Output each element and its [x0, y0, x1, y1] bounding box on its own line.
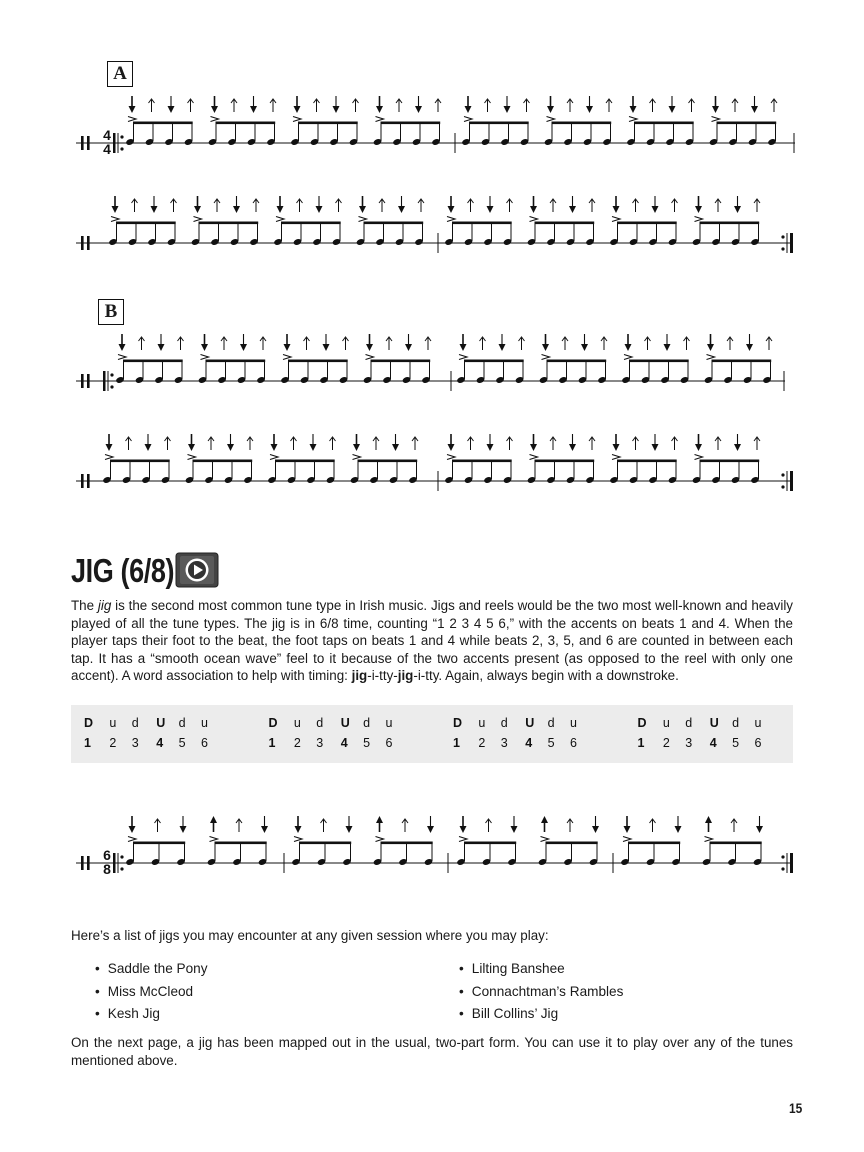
- count-label: 2: [293, 736, 301, 750]
- accent-mark: [712, 117, 720, 122]
- count-label: 3: [316, 736, 324, 750]
- down-arrow-icon: [188, 444, 195, 451]
- beam: [206, 360, 266, 363]
- repeat-dot: [781, 247, 784, 250]
- beam: [133, 842, 185, 845]
- accent-mark: [210, 837, 218, 842]
- list-intro: Here’s a list of jigs you may encounter at any given session where you may play:: [71, 928, 549, 943]
- beam: [199, 222, 259, 225]
- stroke-label: u: [662, 716, 670, 730]
- down-arrow-icon: [652, 206, 659, 213]
- strum-pattern-table: [71, 705, 793, 763]
- down-arrow-icon: [129, 826, 136, 833]
- down-arrow-icon: [294, 106, 301, 113]
- down-arrow-icon: [227, 444, 234, 451]
- down-arrow-icon: [613, 206, 620, 213]
- down-arrow-icon: [547, 106, 554, 113]
- down-arrow-icon: [712, 106, 719, 113]
- jig-description: The jig is the second most common tune type in Irish music. Jigs and reels would be the two most well-known and heavily played of all the tune types. The jig is in 6/8 time, counting “1 2 3 4 5 6,” with the accents on beats 1 and 4. When the player taps their foot to the beat, the foot taps on beats 1 and 4 while beats 2, 3, 5, and 6 are counted in between each tap. It has a “smooth ocean wave” feel to it because of the two accents present (as opposed to the reel with only one accent). A word association to help with timing: jig-i-tty-jig-i-tty. Again, always begin with a downstroke.: [71, 598, 793, 684]
- accent-mark: [366, 355, 374, 360]
- beam: [281, 222, 341, 225]
- stroke-label: d: [178, 716, 186, 730]
- accent-mark: [105, 455, 113, 460]
- down-arrow-icon: [119, 344, 126, 351]
- page-number: 15: [789, 1100, 803, 1116]
- down-arrow-icon: [201, 344, 208, 351]
- accent-mark: [707, 355, 715, 360]
- beam: [452, 222, 512, 225]
- stroke-label: u: [385, 716, 393, 730]
- count-label: 5: [732, 736, 740, 750]
- down-arrow-icon: [415, 106, 422, 113]
- repeat-dot: [781, 855, 784, 858]
- stroke-label: u: [570, 716, 577, 730]
- accent-mark: [541, 837, 549, 842]
- count-label: 2: [662, 736, 670, 750]
- up-arrow-icon: [376, 816, 383, 823]
- down-arrow-icon: [499, 344, 506, 351]
- repeat-dot: [120, 867, 123, 870]
- down-arrow-icon: [695, 206, 702, 213]
- down-arrow-icon: [530, 206, 537, 213]
- down-arrow-icon: [569, 444, 576, 451]
- count-label: 6: [754, 736, 762, 750]
- stroke-label: U: [340, 716, 350, 730]
- accent-mark: [201, 355, 209, 360]
- accent-mark: [629, 117, 637, 122]
- beam: [288, 360, 348, 363]
- up-arrow-icon: [210, 816, 217, 823]
- beam: [193, 460, 253, 463]
- beam: [547, 360, 607, 363]
- down-arrow-icon: [465, 106, 472, 113]
- down-arrow-icon: [112, 206, 119, 213]
- beam: [546, 842, 598, 845]
- repeat-bar-thick: [113, 853, 116, 873]
- count-label: 2: [109, 736, 117, 750]
- stroke-label: D: [84, 716, 94, 730]
- time-signature-bottom: 4: [103, 141, 111, 157]
- repeat-dot: [120, 147, 123, 150]
- accent-mark: [612, 217, 620, 222]
- percussion-clef-icon: [87, 136, 90, 150]
- beam: [464, 360, 524, 363]
- down-arrow-icon: [630, 106, 637, 113]
- stroke-label: u: [293, 716, 301, 730]
- stroke-label: D: [453, 716, 463, 730]
- count-label: 1: [637, 736, 645, 750]
- count-label: 6: [570, 736, 577, 750]
- repeat-dot: [110, 385, 113, 388]
- accent-mark: [447, 455, 455, 460]
- down-arrow-icon: [295, 826, 302, 833]
- accent-mark: [695, 217, 703, 222]
- accent-mark: [270, 455, 278, 460]
- beam: [299, 842, 351, 845]
- repeat-dot: [110, 373, 113, 376]
- beam: [381, 122, 441, 125]
- down-arrow-icon: [250, 106, 257, 113]
- down-arrow-icon: [734, 206, 741, 213]
- beam: [116, 222, 176, 225]
- beam: [628, 842, 680, 845]
- percussion-clef-icon: [87, 236, 90, 250]
- down-arrow-icon: [405, 344, 412, 351]
- stroke-label: U: [525, 716, 535, 730]
- down-arrow-icon: [366, 344, 373, 351]
- down-arrow-icon: [487, 444, 494, 451]
- beam: [710, 842, 762, 845]
- repeat-dot: [781, 473, 784, 476]
- down-arrow-icon: [586, 106, 593, 113]
- accent-mark: [276, 217, 284, 222]
- down-arrow-icon: [624, 826, 631, 833]
- down-arrow-icon: [151, 206, 158, 213]
- down-arrow-icon: [145, 444, 152, 451]
- down-arrow-icon: [746, 344, 753, 351]
- down-arrow-icon: [569, 206, 576, 213]
- stroke-label: u: [754, 716, 762, 730]
- down-arrow-icon: [277, 206, 284, 213]
- down-arrow-icon: [695, 444, 702, 451]
- beam: [629, 360, 689, 363]
- down-arrow-icon: [625, 344, 632, 351]
- beam: [535, 460, 595, 463]
- time-signature-top: 4: [103, 127, 111, 143]
- down-arrow-icon: [168, 106, 175, 113]
- beam: [215, 842, 267, 845]
- beam: [700, 222, 760, 225]
- list-item: • Miss McCleod: [95, 981, 208, 1004]
- repeat-dot: [781, 485, 784, 488]
- down-arrow-icon: [180, 826, 187, 833]
- down-arrow-icon: [359, 206, 366, 213]
- accent-mark: [376, 837, 384, 842]
- beam: [364, 222, 424, 225]
- down-arrow-icon: [392, 444, 399, 451]
- accent-mark: [530, 217, 538, 222]
- count-label: 4: [156, 736, 164, 750]
- accent-mark: [188, 455, 196, 460]
- down-arrow-icon: [511, 826, 518, 833]
- accent-mark: [294, 837, 302, 842]
- repeat-bar-thick: [790, 471, 793, 491]
- down-arrow-icon: [194, 206, 201, 213]
- beam: [464, 842, 516, 845]
- down-arrow-icon: [592, 826, 599, 833]
- down-arrow-icon: [353, 444, 360, 451]
- stroke-label: D: [637, 716, 647, 730]
- section-b-label: B: [98, 299, 124, 325]
- down-arrow-icon: [707, 344, 714, 351]
- count-label: 5: [547, 736, 555, 750]
- accent-mark: [624, 355, 632, 360]
- strum-pattern-grid: [71, 705, 793, 763]
- down-arrow-icon: [129, 106, 136, 113]
- percussion-clef-icon: [87, 374, 90, 388]
- section-a-label: A: [107, 61, 133, 87]
- repeat-dot: [781, 867, 784, 870]
- beam: [700, 460, 760, 463]
- up-arrow-icon: [541, 816, 548, 823]
- down-arrow-icon: [448, 206, 455, 213]
- down-arrow-icon: [675, 826, 682, 833]
- down-arrow-icon: [448, 444, 455, 451]
- beam: [381, 842, 433, 845]
- down-arrow-icon: [460, 826, 467, 833]
- down-arrow-icon: [613, 444, 620, 451]
- list-item: • Connachtman’s Rambles: [459, 981, 623, 1004]
- beam: [634, 122, 694, 125]
- list-item: • Lilting Banshee: [459, 958, 623, 981]
- percussion-clef-icon: [87, 856, 90, 870]
- percussion-clef-icon: [81, 474, 84, 488]
- up-arrow-icon: [705, 816, 712, 823]
- list-item: • Saddle the Pony: [95, 958, 208, 981]
- beam: [216, 122, 276, 125]
- accent-mark: [376, 117, 384, 122]
- notation-system-b1: [0, 326, 864, 401]
- accent-mark: [128, 117, 136, 122]
- count-label: 5: [178, 736, 186, 750]
- repeat-bar-thick: [790, 853, 793, 873]
- down-arrow-icon: [398, 206, 405, 213]
- beam: [712, 360, 772, 363]
- count-label: 1: [268, 736, 276, 750]
- repeat-dot: [120, 855, 123, 858]
- down-arrow-icon: [211, 106, 218, 113]
- stroke-label: d: [685, 716, 693, 730]
- down-arrow-icon: [751, 106, 758, 113]
- beam: [371, 360, 431, 363]
- percussion-clef-icon: [81, 374, 84, 388]
- down-arrow-icon: [427, 826, 434, 833]
- down-arrow-icon: [310, 444, 317, 451]
- beam: [552, 122, 612, 125]
- beam: [717, 122, 777, 125]
- beam: [469, 122, 529, 125]
- down-arrow-icon: [581, 344, 588, 351]
- accent-mark: [128, 837, 136, 842]
- stroke-label: d: [500, 716, 508, 730]
- beam: [452, 460, 512, 463]
- beam: [133, 122, 193, 125]
- down-arrow-icon: [158, 344, 165, 351]
- accent-mark: [111, 217, 119, 222]
- accent-mark: [547, 117, 555, 122]
- accent-mark: [459, 355, 467, 360]
- section-heading: JIG (6/8): [71, 552, 175, 589]
- count-label: 3: [685, 736, 693, 750]
- accent-mark: [542, 355, 550, 360]
- accent-mark: [359, 217, 367, 222]
- down-arrow-icon: [504, 106, 511, 113]
- stroke-label: u: [478, 716, 486, 730]
- accent-mark: [459, 837, 467, 842]
- percussion-clef-icon: [81, 856, 84, 870]
- stroke-label: d: [316, 716, 324, 730]
- accent-mark: [211, 117, 219, 122]
- down-arrow-icon: [487, 206, 494, 213]
- count-label: 2: [478, 736, 486, 750]
- down-arrow-icon: [669, 106, 676, 113]
- down-arrow-icon: [346, 826, 353, 833]
- down-arrow-icon: [664, 344, 671, 351]
- accent-mark: [705, 837, 713, 842]
- count-label: 6: [201, 736, 208, 750]
- beam: [110, 460, 170, 463]
- stroke-label: U: [156, 716, 166, 730]
- beam: [617, 222, 677, 225]
- down-arrow-icon: [271, 444, 278, 451]
- count-label: 6: [385, 736, 393, 750]
- beam: [358, 460, 418, 463]
- count-label: 1: [453, 736, 460, 750]
- count-label: 5: [363, 736, 371, 750]
- down-arrow-icon: [316, 206, 323, 213]
- accent-mark: [194, 217, 202, 222]
- beam: [298, 122, 358, 125]
- down-arrow-icon: [734, 444, 741, 451]
- down-arrow-icon: [756, 826, 763, 833]
- stroke-label: u: [201, 716, 208, 730]
- beam: [123, 360, 183, 363]
- accent-mark: [695, 455, 703, 460]
- repeat-dot: [781, 235, 784, 238]
- stroke-label: d: [131, 716, 139, 730]
- down-arrow-icon: [261, 826, 268, 833]
- time-signature-bottom: 8: [103, 861, 111, 877]
- repeat-bar-thick: [113, 133, 116, 153]
- notation-system-b2: [0, 426, 864, 501]
- list-item: • Bill Collins’ Jig: [459, 1003, 623, 1026]
- accent-mark: [118, 355, 126, 360]
- beam: [275, 460, 335, 463]
- beam: [617, 460, 677, 463]
- accent-mark: [464, 117, 472, 122]
- down-arrow-icon: [233, 206, 240, 213]
- notation-system-a2: [0, 188, 864, 263]
- accent-mark: [612, 455, 620, 460]
- notation-system-a1: [0, 88, 864, 163]
- down-arrow-icon: [284, 344, 291, 351]
- count-label: 1: [84, 736, 91, 750]
- down-arrow-icon: [530, 444, 537, 451]
- repeat-bar-thick: [790, 233, 793, 253]
- repeat-bar-thick: [103, 371, 106, 391]
- percussion-clef-icon: [81, 136, 84, 150]
- down-arrow-icon: [106, 444, 113, 451]
- play-video-icon[interactable]: [175, 552, 219, 588]
- repeat-dot: [120, 135, 123, 138]
- notation-system-jig: [0, 808, 864, 883]
- accent-mark: [353, 455, 361, 460]
- stroke-label: D: [268, 716, 278, 730]
- down-arrow-icon: [376, 106, 383, 113]
- accent-mark: [447, 217, 455, 222]
- stroke-label: U: [709, 716, 719, 730]
- stroke-label: d: [732, 716, 740, 730]
- stroke-label: d: [547, 716, 555, 730]
- count-label: 3: [500, 736, 508, 750]
- percussion-clef-icon: [81, 236, 84, 250]
- down-arrow-icon: [460, 344, 467, 351]
- count-label: 4: [340, 736, 348, 750]
- down-arrow-icon: [542, 344, 549, 351]
- time-signature-top: 6: [103, 847, 111, 863]
- count-label: 4: [709, 736, 717, 750]
- stroke-label: u: [109, 716, 117, 730]
- accent-mark: [623, 837, 631, 842]
- accent-mark: [283, 355, 291, 360]
- count-label: 4: [525, 736, 533, 750]
- jig-list-right: [459, 958, 623, 1026]
- down-arrow-icon: [240, 344, 247, 351]
- stroke-label: d: [363, 716, 371, 730]
- accent-mark: [293, 117, 301, 122]
- down-arrow-icon: [333, 106, 340, 113]
- count-label: 3: [131, 736, 139, 750]
- jig-list-left: [95, 958, 208, 1026]
- list-item: • Kesh Jig: [95, 1003, 208, 1026]
- accent-mark: [530, 455, 538, 460]
- percussion-clef-icon: [87, 474, 90, 488]
- down-arrow-icon: [652, 444, 659, 451]
- closing-paragraph: On the next page, a jig has been mapped out in the usual, two-part form. You can use it to play over any of the tunes mentioned above.: [71, 1035, 793, 1068]
- down-arrow-icon: [323, 344, 330, 351]
- beam: [535, 222, 595, 225]
